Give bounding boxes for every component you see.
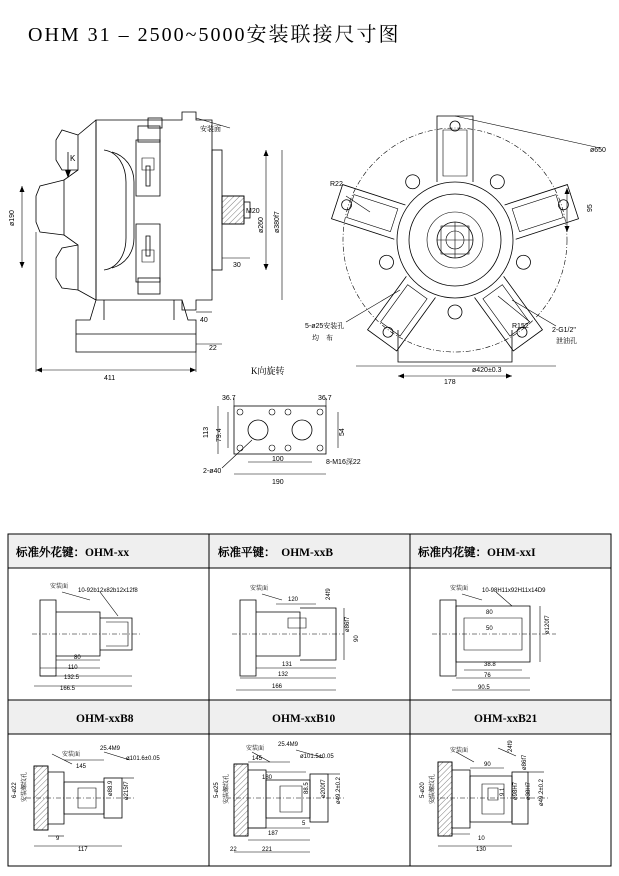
label-c1-spline: 10-92b12x82b12x12f8 — [78, 588, 138, 594]
label-c5-88-5: 88.5 — [304, 782, 310, 794]
label-c2-mounting-face: 安装面 — [250, 586, 269, 592]
label-dia260: ø260 — [258, 217, 265, 233]
label-dia650: ø650 — [590, 147, 606, 154]
label-c5-25-4m9: 25.4M9 — [278, 742, 299, 748]
label-411: 411 — [104, 375, 116, 382]
label-c3-mounting-face: 安装面 — [450, 586, 469, 592]
label-c6-9-1: 9.1 — [500, 787, 506, 796]
label-2-dia40: 2-ø40 — [203, 468, 222, 475]
label-c2-131: 131 — [282, 662, 293, 668]
label-c4-thread-holes: 安装螺纹孔 — [22, 771, 28, 802]
label-c6-dia98h7: ø98H7 — [513, 781, 519, 800]
page-title: OHM 31 – 2500~5000安装联接尺寸图 — [28, 24, 401, 46]
label-k-rotation: K向旋转 — [251, 366, 285, 376]
label-c2-dia86f7: ø86f7 — [345, 616, 351, 632]
label-95: 95 — [587, 204, 594, 212]
label-c4-145: 145 — [76, 764, 87, 770]
label-c4-dia101-6: ø101.6±0.05 — [126, 756, 160, 762]
label-c5-22: 22 — [230, 847, 237, 853]
label-evenly-distributed: 均 布 — [312, 335, 333, 342]
label-c3-38-8: 38.8 — [484, 662, 496, 668]
label-c5-5-dia25: 5-ø25 — [214, 782, 220, 798]
label-5-dia25-holes: 5-ø25安装孔 — [305, 323, 345, 330]
cell-spline-ext-drawing — [32, 592, 140, 686]
label-c2-90: 90 — [354, 635, 360, 642]
label-c6-dia49-2: ø49.2±0.2 — [539, 779, 545, 806]
cell-spline-int-drawing — [432, 592, 556, 690]
header-key-flat: 标准平键： OHM-xxB — [218, 547, 333, 559]
label-dia420: ø420±0.3 — [472, 367, 502, 374]
label-r22: R22 — [330, 181, 343, 188]
label-c6-10: 10 — [478, 836, 485, 842]
label-drain-port: 泄油孔 — [556, 338, 577, 345]
label-c1-132-5: 132.5 — [64, 675, 80, 681]
label-c3-80: 80 — [486, 610, 493, 616]
label-c5-dia200f7: ø200f7 — [321, 779, 327, 798]
label-c5-dia101-5: ø101.5±0.05 — [300, 754, 334, 760]
label-c4-6-dia22: 6-ø22 — [12, 782, 18, 798]
label-k-arrow: K — [70, 154, 76, 163]
label-c4-25-4m9: 25.4M9 — [100, 746, 121, 752]
label-c6-24f9: 24f9 — [508, 740, 514, 752]
label-dia380f7: ø380f7 — [274, 211, 281, 233]
label-c3-spline: 10-98H11x92H11x14D9 — [482, 588, 546, 594]
header-spline-ext: 标准外花键：OHM-xx — [16, 547, 130, 559]
label-c5-mounting-face: 安装面 — [246, 746, 265, 752]
label-c6-mounting-face: 安装面 — [450, 748, 469, 754]
label-c6-90: 90 — [484, 762, 491, 768]
label-c2-24f9: 24f9 — [326, 588, 332, 600]
label-79-4: 79.4 — [216, 428, 223, 442]
label-36-7-right: 36.7 — [318, 395, 332, 402]
header-b8: OHM-xxB8 — [76, 713, 134, 725]
label-c4-mounting-face: 安装面 — [62, 752, 81, 758]
label-c1-mounting-face: 安装面 — [50, 584, 69, 590]
label-c1-166-5: 166.5 — [60, 686, 76, 692]
label-c6-dia86f7: ø86f7 — [522, 754, 528, 770]
label-22: 22 — [209, 345, 217, 352]
label-c5-thread-holes: 安装螺纹孔 — [224, 773, 230, 804]
label-c4-9: 9 — [56, 836, 60, 842]
cell-b10-drawing — [226, 750, 344, 852]
label-c4-dia215f7: ø215f7 — [124, 781, 130, 800]
label-dia190: ø190 — [9, 210, 16, 226]
label-c6-dia38h7: ø38H7 — [526, 781, 532, 800]
label-r152: R152 — [512, 323, 529, 330]
label-100: 100 — [272, 456, 284, 463]
label-30: 30 — [233, 262, 241, 269]
label-m20: M20 — [246, 208, 260, 215]
label-190: 190 — [272, 479, 284, 486]
label-c6-5-dia20: 5-ø20 — [420, 782, 426, 798]
label-c4-dia88-9: ø88.9 — [108, 780, 114, 796]
label-2-g12: 2-G1/2" — [552, 327, 576, 334]
label-c5-145: 145 — [252, 756, 263, 762]
label-c1-80: 80 — [74, 655, 81, 661]
header-b21: OHM-xxB21 — [474, 713, 538, 725]
label-c5-dia49-2: ø49.2±0.2 — [336, 777, 342, 804]
label-40: 40 — [200, 317, 208, 324]
label-c5-5: 5 — [302, 821, 306, 827]
label-c5-221: 221 — [262, 847, 273, 853]
label-36-7-left: 36.7 — [222, 395, 236, 402]
label-c6-130: 130 — [476, 847, 487, 853]
label-c5-187: 187 — [268, 831, 279, 837]
header-spline-int: 标准内花键：OHM-xxI — [418, 547, 536, 559]
label-54: 54 — [339, 428, 346, 436]
label-8-m16: 8-M16深22 — [326, 459, 361, 466]
label-c5-180: 180 — [262, 775, 273, 781]
label-c3-50: 50 — [486, 626, 493, 632]
label-c4-117: 117 — [78, 847, 88, 853]
label-c2-166: 166 — [272, 684, 283, 690]
variant-table — [8, 534, 611, 866]
side-view — [20, 112, 283, 373]
label-c2-132: 132 — [278, 672, 289, 678]
label-mounting-face-side: 安装面 — [200, 126, 221, 133]
label-c3-76: 76 — [484, 673, 491, 679]
label-113: 113 — [203, 426, 210, 438]
header-b10: OHM-xxB10 — [272, 713, 336, 725]
label-178: 178 — [444, 379, 456, 386]
label-c6-thread-holes: 安装螺纹孔 — [430, 773, 436, 804]
label-c3-dia120f7: ø120f7 — [545, 615, 551, 634]
label-c2-120: 120 — [288, 597, 299, 603]
label-c3-90-5: 90.5 — [478, 685, 490, 691]
label-c1-110: 110 — [68, 665, 78, 671]
